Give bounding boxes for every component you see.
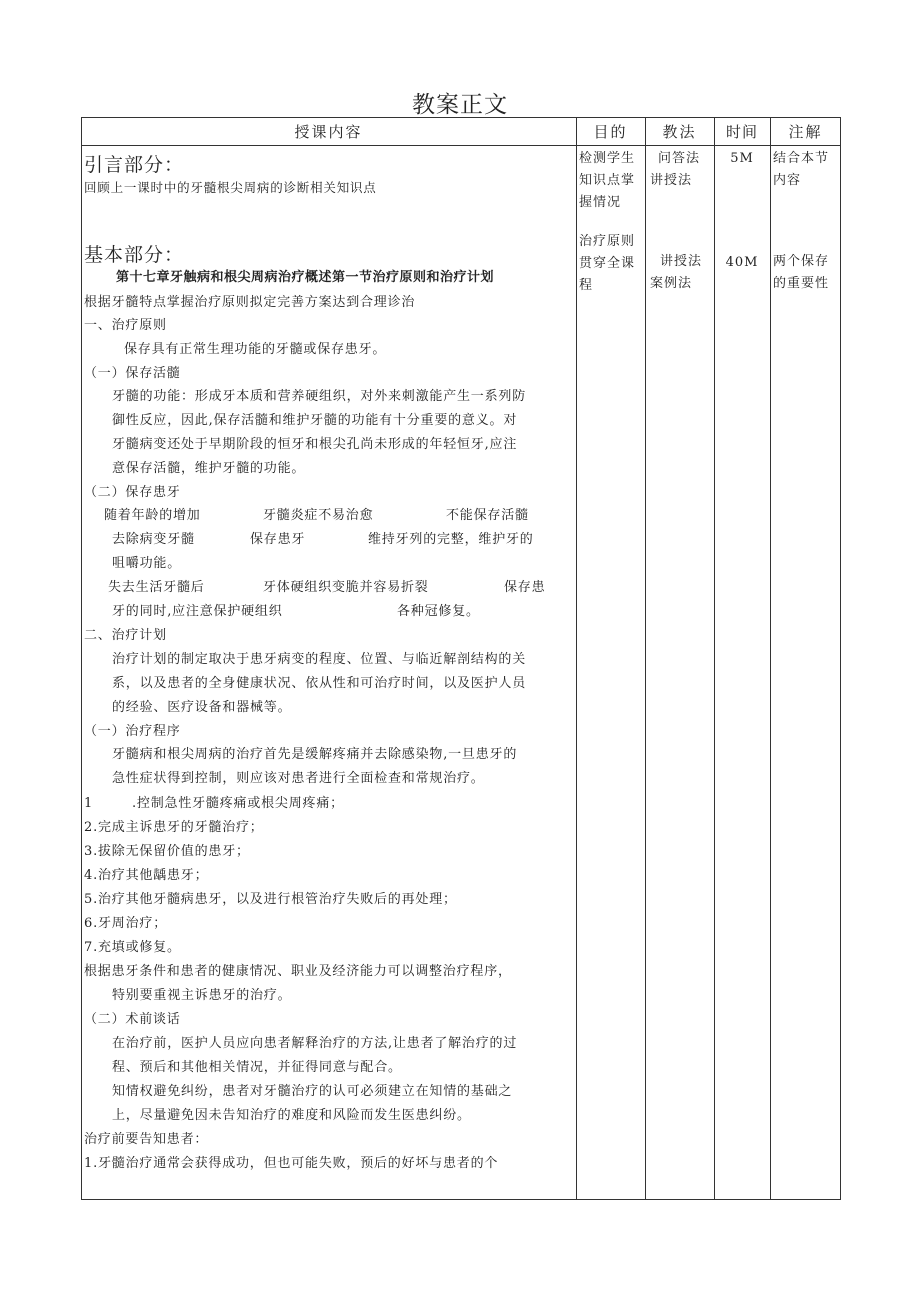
body-line: 保存具有正常生理功能的牙髓或保存患牙。 — [124, 342, 387, 357]
body-line: 的经验、医疗设备和器械等。 — [112, 700, 292, 715]
basic-method: 讲授法 案例法 — [650, 254, 703, 291]
basic-note: 两个保存 的重要性 — [773, 254, 830, 291]
body-line: （二）术前谈话 — [84, 1012, 181, 1027]
body-line: （一）治疗程序 — [84, 724, 181, 739]
body-line: 治疗计划的制定取决于患牙病变的程度、位置、与临近解剖结构的关 — [112, 652, 527, 667]
body-line: 咀嚼功能。 — [112, 556, 182, 571]
body-line: 牙体硬组织变脆并容易折裂 — [263, 580, 429, 595]
body-line: 维持牙列的完整，维护牙的 — [368, 532, 534, 547]
intro-note: 结合本节 内容 — [773, 151, 830, 188]
header-content: 授课内容 — [294, 123, 363, 141]
body-line: 各种冠修复。 — [397, 604, 480, 619]
body-line: 5.治疗其他牙髓病患牙，以及进行根管治疗失败后的再处理； — [84, 892, 457, 907]
header-divider — [81, 145, 841, 146]
header-note: 注解 — [788, 123, 823, 141]
body-line: 牙髓炎症不易治愈 — [263, 508, 374, 523]
body-line: 牙髓的功能：形成牙本质和营养硬组织，对外来刺激能产生一系列防 — [112, 389, 527, 404]
intro-purpose: 检测学生 知识点掌 握情况 — [579, 151, 636, 210]
body-line: 在治疗前，医护人员应向患者解释治疗的方法,让患者了解治疗的过 — [112, 1036, 518, 1051]
basic-purpose: 治疗原则 贯穿全课 程 — [579, 234, 636, 293]
body-line: 知情权避免纠纷，患者对牙髓治疗的认可必须建立在知情的基础之 — [112, 1084, 513, 1099]
body-line: 特别要重视主诉患牙的治疗。 — [112, 988, 292, 1003]
column-divider — [645, 117, 646, 1200]
intro-time: 5M — [730, 151, 754, 166]
body-line: （一）保存活髓 — [84, 366, 181, 381]
body-line: 御性反应，因此,保存活髓和维护牙髓的功能有十分重要的意义。对 — [112, 413, 518, 428]
body-line: 保存患牙 — [250, 532, 306, 547]
body-line: 失去生活牙髓后 — [108, 580, 205, 595]
column-divider — [576, 117, 577, 1200]
body-line: .控制急性牙髓疼痛或根尖周疼痛； — [132, 796, 344, 811]
body-line: 1.牙髓治疗通常会获得成功，但也可能失败，预后的好坏与患者的个 — [84, 1156, 499, 1171]
body-line: 急性症状得到控制，则应该对患者进行全面检查和常规治疗。 — [112, 771, 485, 786]
intro-method: 问答法 讲授法 — [650, 151, 701, 188]
chapter-title: 第十七章牙触病和根尖周病治疗概述第一节治疗原则和治疗计划 — [116, 270, 495, 285]
body-line: 去除病变牙髓 — [112, 532, 195, 547]
body-line: 程、预后和其他相关情况，并征得同意与配合。 — [112, 1060, 402, 1075]
basic-time: 40M — [725, 255, 759, 270]
body-line: 一、治疗原则 — [84, 318, 167, 333]
column-divider — [714, 117, 715, 1200]
body-line: 上，尽量避免因未告知治疗的难度和风险而发生医患纠纷。 — [112, 1108, 471, 1123]
body-line: 根据牙髓特点掌握治疗原则拟定完善方案达到合理诊治 — [84, 295, 416, 310]
column-divider — [770, 117, 771, 1200]
body-line: 1 — [84, 796, 94, 811]
header-method: 教法 — [662, 123, 697, 141]
body-line: 意保存活髓，维护牙髓的功能。 — [112, 461, 306, 476]
body-line: 不能保存活髓 — [446, 508, 529, 523]
body-line: （二）保存患牙 — [84, 485, 181, 500]
page-title: 教案正文 — [412, 92, 508, 118]
body-line: 4.治疗其他龋患牙； — [84, 868, 209, 883]
body-line: 2.完成主诉患牙的牙髓治疗； — [84, 820, 264, 835]
header-time: 时间 — [725, 123, 758, 141]
intro-text: 回顾上一课时中的牙髓根尖周病的诊断相关知识点 — [84, 180, 377, 195]
body-line: 保存患 — [504, 580, 546, 595]
body-line: 系，以及患者的全身健康状况、依从性和可治疗时间，以及医护人员 — [112, 676, 527, 691]
basic-heading: 基本部分： — [84, 244, 185, 266]
body-line: 牙的同时,应注意保护硬组织 — [112, 604, 283, 619]
body-line: 6.牙周治疗； — [84, 916, 168, 931]
body-line: 随着年龄的增加 — [104, 508, 201, 523]
body-line: 根据患牙条件和患者的健康情况、职业及经济能力可以调整治疗程序， — [84, 964, 512, 979]
body-line: 牙髓病和根尖周病的治疗首先是缓解疼痛并去除感染物,一旦患牙的 — [112, 747, 518, 762]
body-line: 7.充填或修复。 — [84, 940, 181, 955]
header-purpose: 目的 — [593, 123, 628, 141]
body-line: 牙髓病变还处于早期阶段的恒牙和根尖孔尚未形成的年轻恒牙,应注 — [112, 437, 518, 452]
intro-heading: 引言部分： — [84, 154, 185, 176]
body-line: 二、治疗计划 — [84, 628, 167, 643]
body-line: 3.拔除无保留价值的患牙； — [84, 844, 250, 859]
body-line: 治疗前要告知患者： — [84, 1132, 209, 1147]
